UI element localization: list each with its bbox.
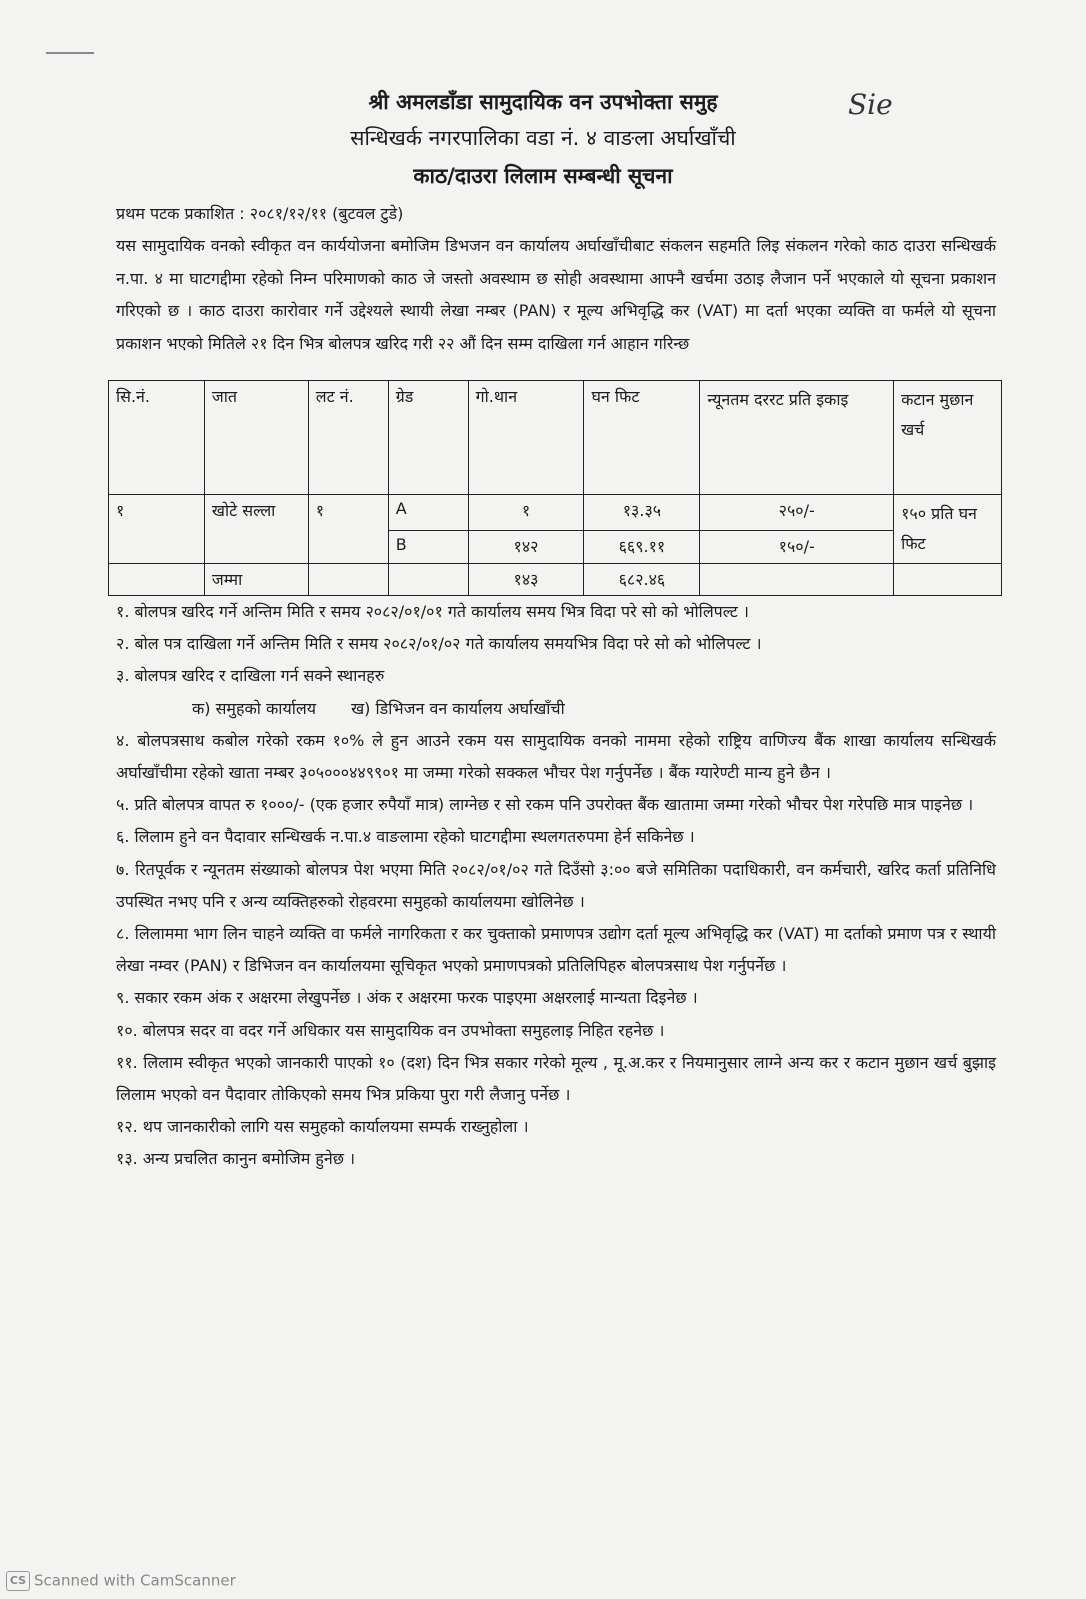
total-cubic-feet: ६८२.४६ <box>584 564 700 596</box>
term-subitem: ख) डिभिजन वन कार्यालय अर्घाखाँची <box>351 698 565 718</box>
term-subitem: क) समुहको कार्यालय <box>192 698 316 718</box>
scan-mark <box>46 52 94 54</box>
term-item: ९. सकार रकम अंक र अक्षरमा लेखुपर्नेछ । अंक र अक्षरमा फरक पाइएमा अक्षरलाई मान्यता दिइनेछ । <box>116 988 698 1008</box>
notice-title: काठ/दाउरा लिलाम सम्बन्धी सूचना <box>413 164 673 188</box>
term-item: ३. बोलपत्र खरिद र दाखिला गर्न सक्ने स्थानहरु <box>116 666 385 686</box>
lot-cell: १ <box>308 495 388 564</box>
total-row <box>109 564 1002 596</box>
handwritten-signature: Sie <box>848 88 893 121</box>
publication-line: प्रथम पटक प्रकाशित : २०८१/१२/११ (बुटवल टुडे) <box>116 204 404 223</box>
quantity-cell: १ <box>468 495 584 531</box>
total-quantity: १४३ <box>468 564 584 596</box>
empty-cell <box>700 564 894 596</box>
grade-cell: B <box>388 530 468 563</box>
term-item: १. बोलपत्र खरिद गर्ने अन्तिम मिति र समय २०८२/०१/०१ गते कार्यालय समय भित्र विदा परे सो को भोलिपल्ट । <box>116 602 749 621</box>
committee-name: श्री अमलडाँडा सामुदायिक वन उपभोक्ता समुह <box>368 90 718 114</box>
term-item: ४. बोलपत्रसाथ कबोल गरेको रकम १०% ले हुन आउने रकम यस सामुदायिक वनको नाममा रहेको राष्ट्रिय वाणिज्य बैंक शाखा कार्यालय सन्धिखर्क अर्घाखाँचीमा रहेको खाता नम्बर ३०५०००४४९९०१ मा जम्मा गरेको सक्कल भौचर पेश गर्नुपर्नेछ । बैंक ग्यारेण्टी मान्य हुने छैन । <box>116 730 996 783</box>
term-item: २. बोल पत्र दाखिला गर्ने अन्तिम मिति र समय २०८२/०१/०२ गते कार्यालय समयभित्र विदा परे सो को भोलिपल्ट । <box>116 634 762 654</box>
term-item: ५. प्रति बोलपत्र वापत रु १०००/- (एक हजार रुपैयाँ मात्र) लाग्नेछ र सो रकम पनि उपरोक्त बैंक खातामा जम्मा गरेको भौचर पेश गरेपछि मात्र पाइनेछ । <box>116 795 974 815</box>
term-item: ११. लिलाम स्वीकृत भएको जानकारी पाएको १० (दश) दिन भित्र सकार गरेको मूल्य , मू.अ.कर र नियमानुसार लाग्ने अन्य कर र कटान मुछान खर्च बुझाइ लिलाम भएको वन पैदावार तोकिएको समय भित्र प्रकिया पुरा गरी लैजानु पर्नेछ । <box>116 1052 996 1105</box>
term-item: १०. बोलपत्र सदर वा वदर गर्ने अधिकार यस सामुदायिक वन उपभोक्ता समुहलाइ निहित रहनेछ । <box>116 1020 665 1040</box>
term-item: १२. थप जानकारीको लागि यस समुहको कार्यालयमा सम्पर्क राख्नुहोला । <box>116 1117 529 1137</box>
rate-cell: २५०/- <box>700 495 894 531</box>
table-row <box>109 495 1002 531</box>
cubic-feet-cell: १३.३५ <box>584 495 700 531</box>
header-cell: गो.थान <box>468 381 584 495</box>
header-cell: घन फिट <box>584 381 700 495</box>
empty-cell <box>109 564 205 596</box>
empty-cell <box>308 564 388 596</box>
header-cell: जात <box>204 381 308 495</box>
terms-list <box>116 596 996 1176</box>
grade-cell: A <box>388 495 468 531</box>
term-item: ८. लिलाममा भाग लिन चाहने व्यक्ति वा फर्मले नागरिकता र कर चुक्ताको प्रमाणपत्र उद्योग दर्ता मूल्य अभिवृद्धि कर (VAT) मा दर्ताको प्रमाण पत्र र स्थायी लेखा नम्वर (PAN) र डिभिजन वन कार्यालयमा सूचिकृत भएको प्रमाणपत्रको प्रतिलिपिहरु बोलपत्रसाथ पेश गर्नुपर्नेछ । <box>116 924 996 976</box>
quantity-cell: १४२ <box>468 530 584 563</box>
empty-cell <box>894 564 1002 596</box>
term-item: ७. रितपूर्वक र न्यूनतम संख्याको बोलपत्र पेश भएमा मिति २०८२/०१/०२ गते दिउँसो ३:०० बजे समितिका पदाधिकारी, वन कर्मचारी, खरिद कर्ता प्रतिनिधि उपस्थित नभए पनि र अन्य व्यक्तिहरुको रोहवरमा समुहको कार्यालयमा खोलिनेछ । <box>116 859 996 911</box>
total-label: जम्मा <box>204 564 308 596</box>
watermark-text: Scanned with CamScanner <box>34 1571 236 1590</box>
header-cell: न्यूनतम दररट प्रति इकाइ <box>700 381 894 495</box>
committee-address: सन्धिखर्क नगरपालिका वडा नं. ४ वाङला अर्घाखाँची <box>350 126 736 150</box>
header-cell: सि.नं. <box>109 381 205 495</box>
empty-cell <box>388 564 468 596</box>
cubic-feet-cell: ६६९.११ <box>584 530 700 563</box>
rate-cell: १५०/- <box>700 530 894 563</box>
intro-paragraph: यस सामुदायिक वनको स्वीकृत वन कार्ययोजना बमोजिम डिभजन वन कार्यालय अर्घाखाँचीबाट संकलन सहमति लिइ संकलन गरेको काठ दाउरा सन्धिखर्क न.पा. ४ मा घाटगद्दीमा रहेको निम्न परिमाणको काठ जे जस्तो अवस्थाम छ सोही अवस्थामा आफ्नै खर्चमा उठाइ लैजान पर्ने भएकाले यो सूचना प्रकाशन गरिएको छ । काठ दाउरा कारोवार गर्ने उद्देश्यले स्थायी लेखा नम्बर (PAN) र मूल्य अभिवृद्धि कर (VAT) मा दर्ता भएका व्यक्ति वा फर्मले यो सूचना प्रकाशन भएको मितिले २१ दिन भित्र बोलपत्र खरिद गरी २२ औं दिन सम्म दाखिला गर्न आहान गरिन्छ <box>116 236 996 353</box>
term-item: १३. अन्य प्रचलित कानुन बमोजिम हुनेछ । <box>116 1149 356 1169</box>
term-subitems <box>116 693 996 725</box>
species-cell: खोटे सल्ला <box>204 495 308 564</box>
cutting-cost-cell: १५० प्रति घन फिट <box>894 495 1002 564</box>
header-cell: ग्रेड <box>388 381 468 495</box>
scanner-watermark <box>6 1571 236 1591</box>
camscanner-logo-icon: CS <box>6 1571 30 1591</box>
serial-cell: १ <box>109 495 205 564</box>
timber-lot-table <box>108 380 1002 596</box>
header-cell: कटान मुछान खर्च <box>894 381 1002 495</box>
header-cell: लट नं. <box>308 381 388 495</box>
table-header-row <box>109 381 1002 495</box>
term-item: ६. लिलाम हुने वन पैदावार सन्धिखर्क न.पा.४ वाङलामा रहेको घाटगद्दीमा स्थलगतरुपमा हेर्न सकिनेछ । <box>116 827 695 847</box>
